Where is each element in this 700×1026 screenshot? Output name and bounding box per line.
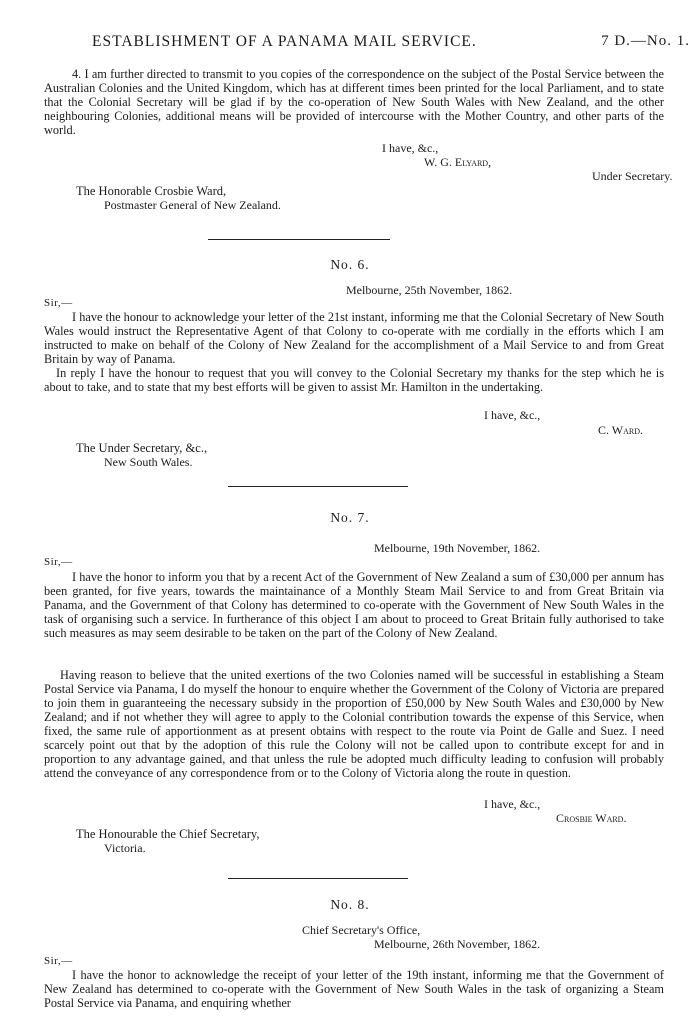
letter-6-paragraph-1: I have the honour to acknowledge your letter of the 21st instant, informing me that the Colonial Secretary of New South Wales would instruct the Representative Agent of that Colony to co-operate with me cordially in the efforts which I am instructed to make on behalf of the Colony of New Zealand for the accomplishment of a Mail Service to and from Great Britain by way of Panama. <box>44 310 664 367</box>
letter-8-heading: No. 8. <box>330 897 370 912</box>
letter-6-closing: I have, &c., <box>484 408 541 422</box>
section-divider <box>228 878 408 879</box>
letter-7-paragraph-1: I have the honor to inform you that by a recent Act of the Government of New Zealand a sum of £30,000 per annum has been granted, for five years, towards the maintainance of a Monthly Steam Mail Service to and from Great Britain via Panama, and the Government of that Colony has determined to co-operate with the Government of New South Wales in the task of organising such a service. In furtherance of this object I am about to proceed to Great Britain fully authorised to take such measures as may seem desirable to be taken on the part of the Colony of New Zealand. <box>44 570 664 641</box>
letter-7-addressee-title: Victoria. <box>104 841 146 855</box>
letter-6-salutation: Sir,— <box>44 297 73 309</box>
letter-7-dateline: Melbourne, 19th November, 1862. <box>374 541 541 555</box>
page-title: ESTABLISHMENT OF A PANAMA MAIL SERVICE. <box>92 33 477 50</box>
letter-6-dateline: Melbourne, 25th November, 1862. <box>346 283 513 297</box>
letter-8-paragraph-1: I have the honor to acknowledge the receipt of your letter of the 19th instant, informing me that the Government of New Zealand has determined to co-operate with the Government of New South Wales in the task of organizing a Steam Postal Service via Panama, and enquiring whether <box>44 968 664 1011</box>
letter-5-paragraph: 4. I am further directed to transmit to you copies of the correspondence on the subject of the Postal Service between the Australian Colonies and the United Kingdom, which has at different times been printed for the local Parliament, and to state that the Colonial Secretary will be glad if by the co-operation of New South Wales with New Zealand, and the other neighbouring Colonies, additional means will be provided of intercourse with the Mother Country, and other parts of the world. <box>44 67 664 138</box>
letter-6-addressee: The Under Secretary, &c., <box>76 441 208 455</box>
letter-5-addressee-title: Postmaster General of New Zealand. <box>104 198 281 212</box>
letter-8-dateline: Melbourne, 26th November, 1862. <box>374 937 541 951</box>
letter-6-signer: C. Ward. <box>598 423 644 437</box>
letter-7-paragraph-2: Having reason to believe that the united exertions of the two Colonies named will be successful in establishing a Steam Postal Service via Panama, I do myself the honour to enquire whether the Government of the Colony of Victoria are prepared to join them in guaranteeing the necessary subsidy in the proportion of £50,000 by New South Wales and £30,000 by New Zealand; and if not whether they will agree to apply to the Colonial contribution towards the expense of this Service, when fixed, the same rule of apportionment as at present obtains with respect to the route via Point de Galle and Suez. I need scarcely point out that by the adoption of this rule the Colony will not be called upon to contribute except for and in proportion to any advantage gained, and that unless the rule be adopted much difficulty leading to confusion will probably attend the conveyance of any correspondence from or to the Colony of Victoria along the route in question. <box>44 668 664 781</box>
letter-5-signer: W. G. Elyard, <box>424 155 492 169</box>
letter-8-office: Chief Secretary's Office, <box>302 923 421 937</box>
letter-5-signer-title: Under Secretary. <box>592 169 673 183</box>
letter-7-signer: Crosbie Ward. <box>556 811 627 825</box>
page-reference: 7 D.—No. 1. <box>601 33 690 49</box>
letter-6-addressee-title: New South Wales. <box>104 455 193 469</box>
letter-7-heading: No. 7. <box>330 510 370 525</box>
letter-6-paragraph-2: In reply I have the honour to request that you will convey to the Colonial Secretary my thanks for the step which he is about to take, and to state that my best efforts will be given to assist Mr. Hamilton in the undertaking. <box>44 366 664 395</box>
section-divider <box>228 486 408 487</box>
letter-8-salutation: Sir,— <box>44 955 73 967</box>
section-divider <box>208 239 390 240</box>
letter-7-closing: I have, &c., <box>484 797 541 811</box>
page-header <box>0 33 700 57</box>
letter-5-closing: I have, &c., <box>382 141 439 155</box>
letter-5-addressee: The Honorable Crosbie Ward, <box>76 184 227 198</box>
letter-7-addressee: The Honourable the Chief Secretary, <box>76 827 260 841</box>
letter-7-salutation: Sir,— <box>44 556 73 568</box>
letter-6-heading: No. 6. <box>330 257 370 272</box>
